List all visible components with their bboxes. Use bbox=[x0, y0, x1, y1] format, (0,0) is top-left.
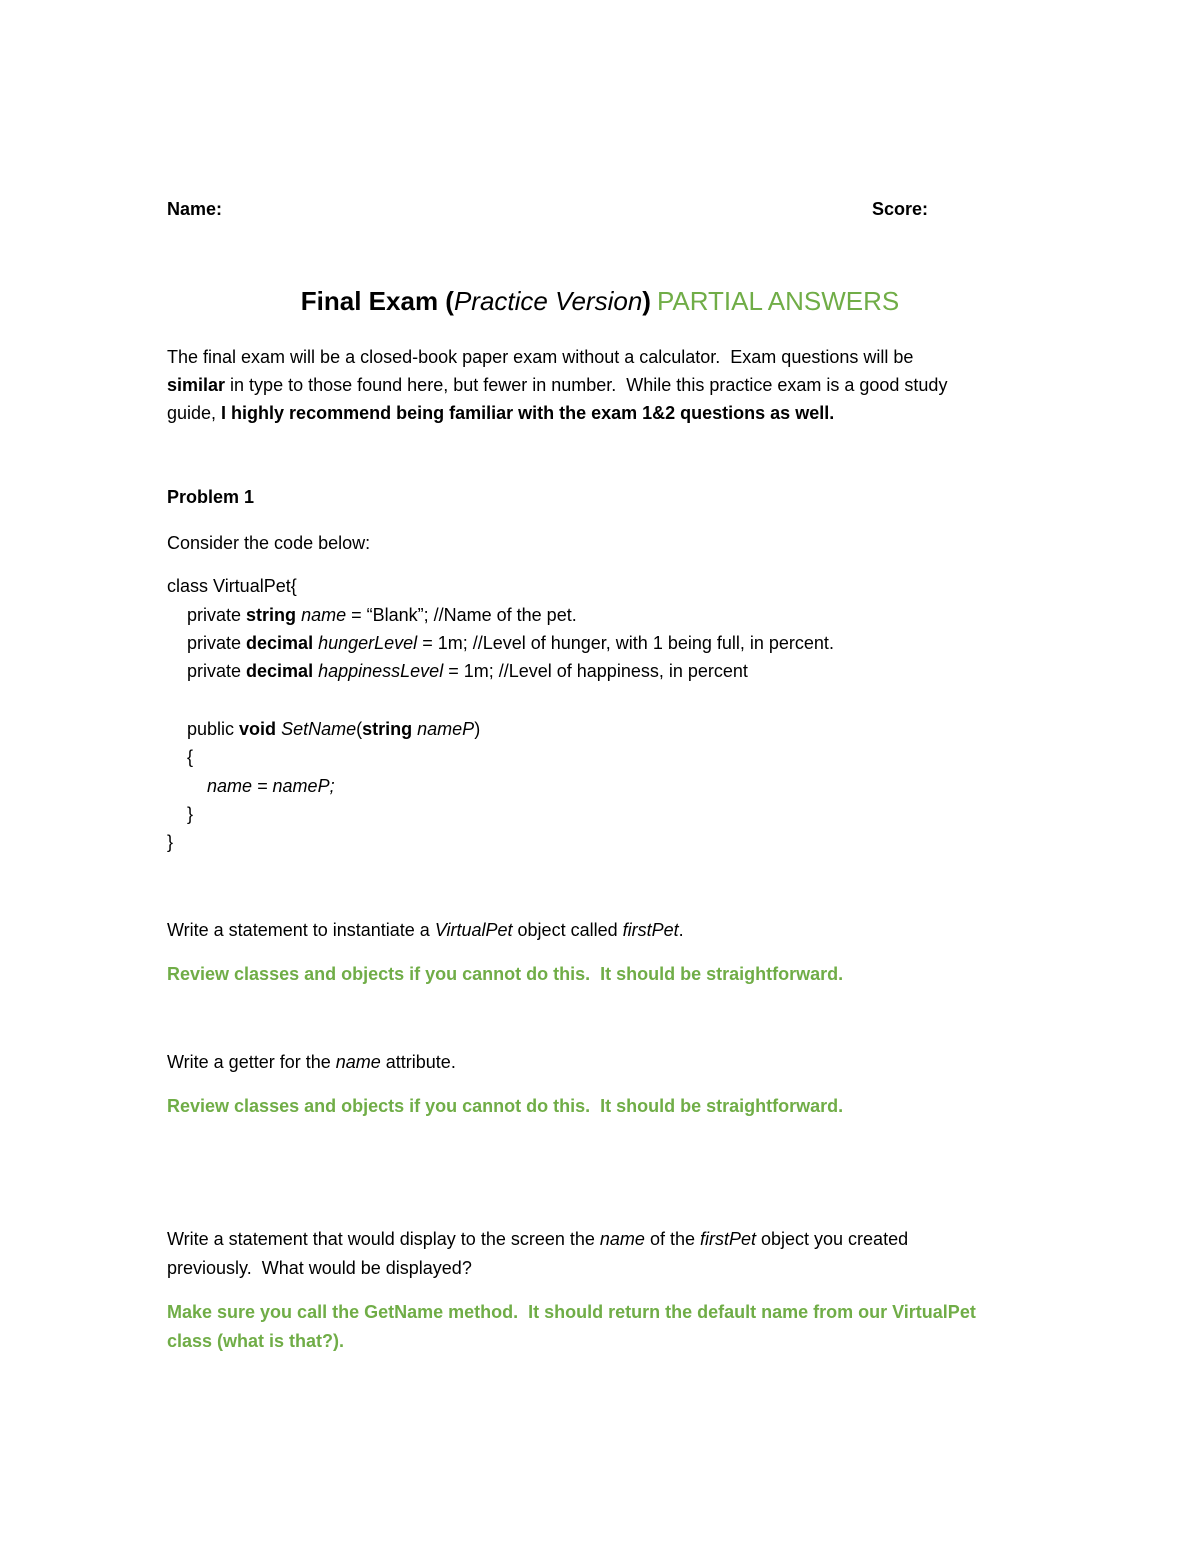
code-token: string bbox=[246, 605, 297, 625]
title-close: ) bbox=[642, 286, 651, 316]
score-label: Score: bbox=[872, 199, 929, 219]
question-text: Write a statement to instantiate a bbox=[167, 920, 435, 940]
question-text: object called bbox=[512, 920, 623, 940]
code-token: happinessLevel bbox=[318, 661, 444, 681]
question-text: VirtualPet bbox=[434, 920, 513, 940]
code-token: public bbox=[187, 719, 240, 739]
answer-3-line-2: class (what is that?). bbox=[167, 1331, 345, 1351]
code-token: hungerLevel bbox=[318, 633, 418, 653]
intro-line-1: The final exam will be a closed-book paper exam without a calculator. Exam questions will be bbox=[167, 347, 914, 367]
code-token: decimal bbox=[246, 633, 314, 653]
question-text: . bbox=[678, 920, 684, 940]
code-line: } bbox=[187, 804, 194, 824]
intro-line-2 bbox=[167, 371, 947, 399]
code-token: = 1m; //Level of happiness, in percent bbox=[443, 661, 748, 681]
code-line: { bbox=[187, 747, 194, 767]
question-3-line-1 bbox=[167, 1229, 908, 1250]
intro-line-3-bold: I highly recommend being familiar with the exam 1&2 questions as well. bbox=[221, 403, 835, 423]
answer-3-line-1: Make sure you call the GetName method. It should return the default name from our VirtualPet bbox=[167, 1302, 976, 1322]
code-token: ( bbox=[356, 719, 363, 739]
question-text: Write a statement that would display to the screen the bbox=[167, 1229, 600, 1249]
intro-line-3-start: guide, bbox=[167, 403, 222, 423]
question-text: name bbox=[599, 1229, 645, 1249]
question-text: name bbox=[335, 1052, 381, 1072]
question-text: attribute. bbox=[380, 1052, 456, 1072]
question-1 bbox=[167, 920, 684, 941]
question-text: of the bbox=[644, 1229, 700, 1249]
code-token: = “Blank”; //Name of the pet. bbox=[346, 605, 577, 625]
question-2 bbox=[167, 1052, 456, 1073]
page-title bbox=[0, 286, 1200, 317]
code-line: name = nameP; bbox=[207, 776, 335, 796]
name-label: Name: bbox=[167, 199, 223, 219]
code-line bbox=[187, 605, 577, 626]
code-token: = 1m; //Level of hunger, with 1 being full, in percent. bbox=[417, 633, 834, 653]
code-token: decimal bbox=[246, 661, 314, 681]
answer-1: Review classes and objects if you cannot do this. It should be straightforward. bbox=[167, 964, 844, 984]
code-token: private bbox=[187, 605, 247, 625]
question-text: object you created bbox=[756, 1229, 909, 1249]
title-answers: PARTIAL ANSWERS bbox=[656, 286, 900, 316]
code-token: SetName bbox=[281, 719, 357, 739]
intro-line-3 bbox=[167, 399, 834, 427]
code-token: nameP bbox=[417, 719, 475, 739]
code-token: ) bbox=[474, 719, 481, 739]
problem-prompt: Consider the code below: bbox=[167, 533, 371, 553]
answer-2: Review classes and objects if you cannot do this. It should be straightforward. bbox=[167, 1096, 844, 1116]
title-main: Final Exam ( bbox=[300, 286, 454, 316]
question-text: Write a getter for the bbox=[167, 1052, 336, 1072]
question-3-line-2: previously. What would be displayed? bbox=[167, 1258, 472, 1278]
question-text: firstPet bbox=[699, 1229, 756, 1249]
intro-bold-similar: similar bbox=[167, 375, 226, 395]
intro-line-2-rest: in type to those found here, but fewer in number. While this practice exam is a good study bbox=[225, 375, 948, 395]
title-italic: Practice Version bbox=[453, 286, 643, 316]
code-line bbox=[187, 633, 834, 654]
code-line: class VirtualPet{ bbox=[167, 576, 297, 596]
code-line bbox=[187, 719, 480, 740]
code-token: string bbox=[362, 719, 413, 739]
code-token: name bbox=[301, 605, 347, 625]
code-line bbox=[187, 661, 748, 682]
code-line: } bbox=[167, 832, 174, 852]
code-token: void bbox=[239, 719, 277, 739]
code-token: private bbox=[187, 633, 247, 653]
problem-heading: Problem 1 bbox=[167, 487, 255, 507]
code-token: private bbox=[187, 661, 247, 681]
question-text: firstPet bbox=[622, 920, 679, 940]
